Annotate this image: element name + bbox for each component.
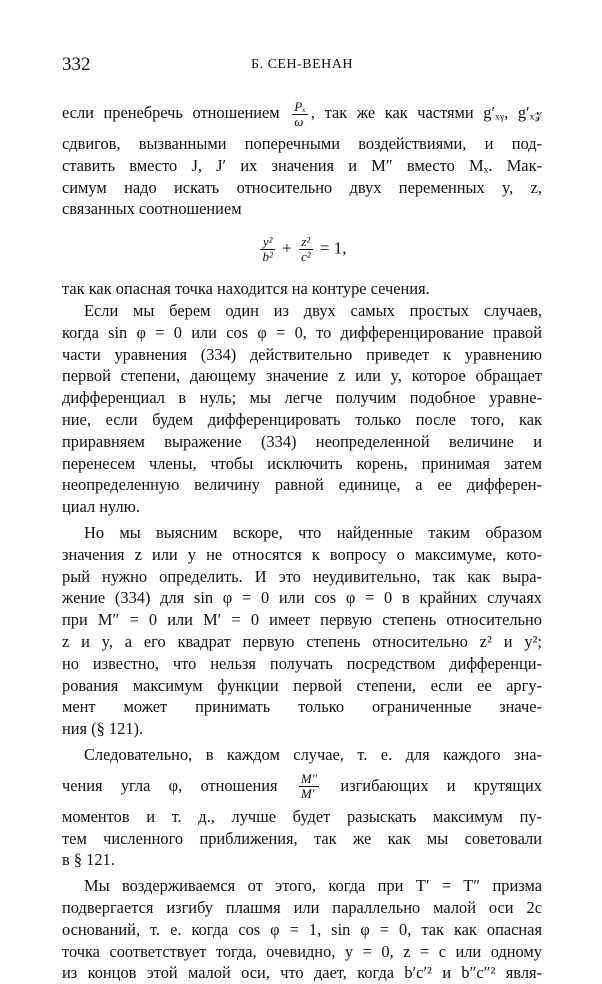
text-line: моментов и т. д., лучше будет разыскать максимум пу- [62, 806, 542, 826]
text-line: связанных соотношением [62, 199, 242, 219]
page-header [62, 54, 542, 78]
text-line: сдвигов, вызванными поперечными воздействиями, и под- [62, 134, 542, 153]
text-line: симум надо искать относительно двух переменных y, z, [62, 177, 542, 197]
running-title: Б. СЕН-ВЕНАН [251, 57, 353, 72]
text-line: ния (§ 121). [62, 719, 144, 739]
text-line: Следовательно, в каждом случае, т. е. для каждого зна- [84, 744, 542, 764]
text-line: приравняем выражение (334) неопределенной величине и [62, 431, 542, 451]
fraction-px-omega: $\frac{\text{Pₓ}}{\omega}$ [294, 98, 306, 129]
text-line: Но мы выясним вскоре, что найденные таким образом [84, 522, 542, 542]
text-line: части уравнения (334) действительно приведет к уравнению [62, 344, 542, 364]
fraction-moments: $\frac{M''}{M'}$ [300, 771, 318, 802]
text-line: из концов этой малой оси, что дает, когда b′c′² и b″c″² явля- [62, 963, 542, 983]
text-line: когда sin φ = 0 или cos φ = 0, то дифференцирование правой [62, 322, 542, 342]
text-line: дифференциал в нуль; мы легче получим подобное уравне- [62, 388, 542, 408]
text-line: оснований, т. е. когда cos φ = 1, sin φ = 0, так как опасная [62, 919, 542, 939]
text-line: перенесем члены, чтобы исключить корень, принимая затем [62, 453, 542, 473]
text-line: рый нужно определить. И это неудивительно, так как выра- [62, 566, 542, 586]
text-line: подвергается изгибу плашмя или параллельно малой оси 2c [62, 897, 542, 917]
ellipse-equation: $\frac{\text{y²}}{\text{b²}}$ + $\frac{\text{z²}}{\text{c²}}$ = 1, [262, 233, 347, 264]
text-line: точка соответствует тогда, очевидно, y = 0, z = c или одному [62, 941, 542, 961]
text-line: мент может принимать только ограниченные значе- [62, 697, 542, 717]
text-line: при M″ = 0 или M′ = 0 имеет первую степень относительно [62, 610, 542, 630]
text-line: неопределенную величину равной единице, а ее дифферен- [62, 475, 542, 495]
text-line: значения z или y не относятся к вопросу о максимуме, кото- [62, 544, 542, 564]
text-line: рования максимум функции первой степени, если ее аргу- [62, 675, 542, 695]
text-line: в § 121. [62, 850, 115, 870]
text-line: Если мы берем один из двух самых простых случаев, [84, 300, 542, 320]
text-line: так как опасная точка находится на контуре сечения. [62, 279, 430, 299]
text-line: жение (334) для sin φ = 0 или cos φ = 0 в крайних случаях [62, 588, 542, 608]
text-line: если пренебречь отношением $\frac{\text{Pₓ}}{\omega}$ , так же как частями g′ₓᵧ, g′ₓ𝓏 [62, 98, 542, 129]
text-line: z и y, а его квадрат первую степень относительно z² и y²; [62, 631, 542, 651]
text-line: циал нулю. [62, 497, 141, 517]
text-line: ставить вместо J, J′ их значения и M″ вместо Mₓ. Мак- [62, 155, 542, 175]
text-line: но известно, что нельзя получать посредством дифференци- [62, 653, 542, 673]
text-line: ние, если будем дифференцировать только после того, как [62, 409, 542, 429]
text-line: Мы воздерживаемся от этого, когда при T′ = T″ призма [84, 876, 542, 896]
body-text [62, 93, 542, 984]
text-line: тем численного приближения, так же как мы советовали [62, 828, 542, 848]
text-line: первой степени, дающему значение z или y, которое обращает [62, 366, 542, 386]
text-line: чения угла φ, отношения $\frac{M''}{M'}$ изгибающих и крутящих [62, 771, 543, 802]
page-number: 332 [62, 54, 91, 75]
